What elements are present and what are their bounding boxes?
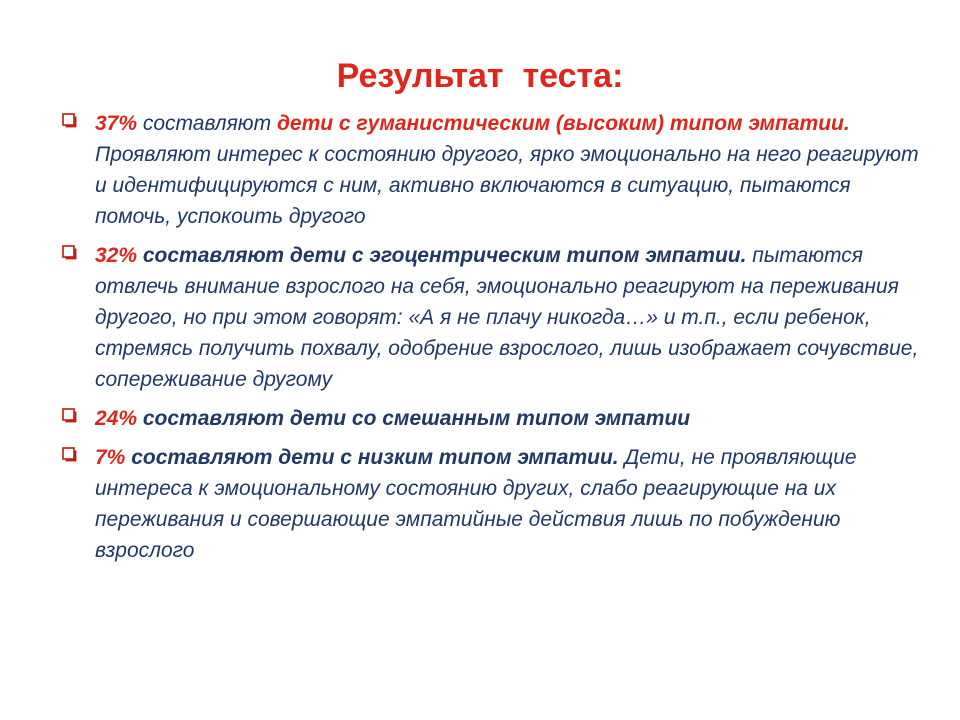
checkbox-square-icon xyxy=(62,447,78,463)
item-lead: составляют дети с эгоцентрическим типом эмпатии. xyxy=(137,244,747,267)
list-item xyxy=(60,240,920,395)
list-item xyxy=(60,108,920,232)
slide-title: Результат теста: xyxy=(336,57,624,95)
item-body: пытаются отвлечь внимание взрослого на себя, эмоционально реагируют на переживания другого, но при этом говорят: «А я не плачу никогда…» и т.п., если ребенок, стремясь получить похвалу, одобрение взрослого, лишь изображает сочувствие, сопереживание другому xyxy=(95,244,919,391)
checkbox-square-icon xyxy=(62,408,78,424)
percent-value: 7% xyxy=(95,446,126,469)
item-lead: составляют xyxy=(137,112,277,135)
checkbox-square-icon xyxy=(62,113,78,129)
item-body: Дети, не проявляющие интереса к эмоциональному состоянию других, слабо реагирующие на их переживания и совершающие эмпатийные действия лишь по побуждению взрослого xyxy=(95,446,857,562)
item-body: Проявляют интерес к состоянию другого, ярко эмоционально на него реагируют и идентифицируются с ним, активно включаются в ситуацию, пытаются помочь, успокоить другого xyxy=(95,143,919,228)
checkbox-square-icon xyxy=(62,245,78,261)
list-item xyxy=(60,403,920,434)
percent-value: 24% xyxy=(95,407,138,430)
percent-value: 32% xyxy=(95,244,138,267)
item-highlight: дети с гуманистическим (высоким) типом эмпатии. xyxy=(276,112,850,135)
item-lead: составляют дети со смешанным типом эмпатии xyxy=(137,407,691,430)
results-list xyxy=(60,108,920,574)
item-lead: составляют дети с низким типом эмпатии. xyxy=(125,446,619,469)
percent-value: 37% xyxy=(95,112,138,135)
list-item xyxy=(60,442,920,566)
